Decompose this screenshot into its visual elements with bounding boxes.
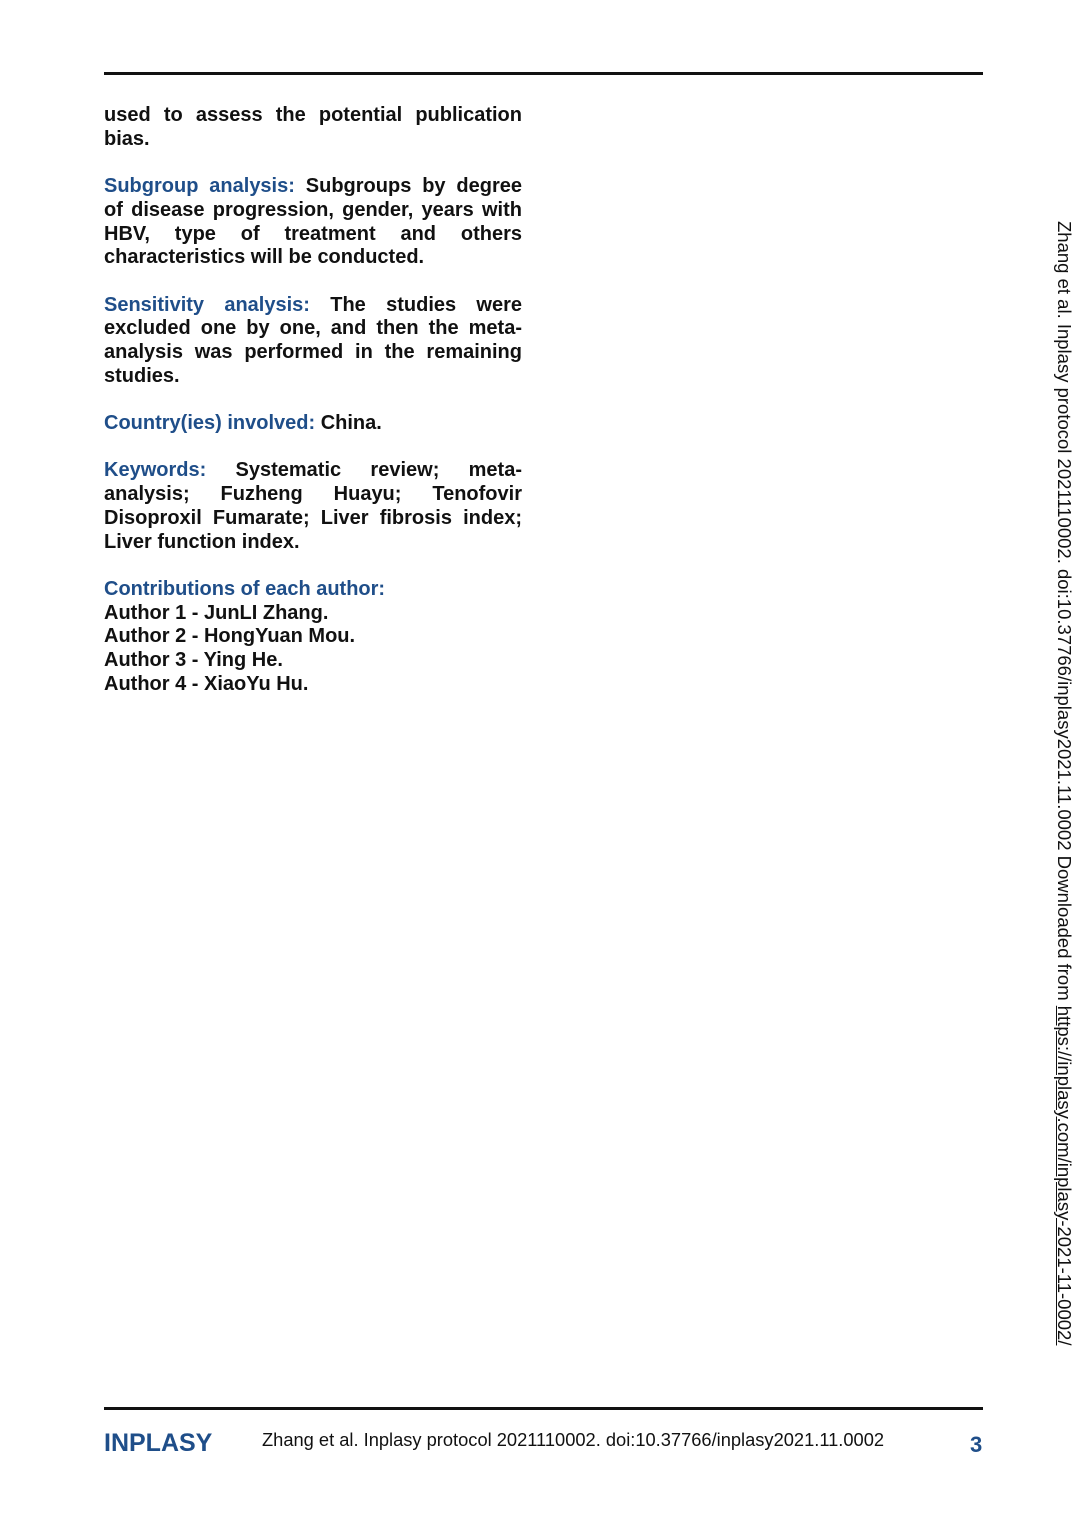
contributions-section xyxy=(104,578,522,697)
continuation-paragraph: used to assess the potential publication bias. xyxy=(104,104,522,150)
keywords-label: Keywords: xyxy=(104,459,207,482)
countries-involved-label: Country(ies) involved: xyxy=(104,412,316,435)
author-line: Author 3 - Ying He. xyxy=(104,649,283,672)
side-note-prefix: Zhang et al. Inplasy protocol 2021110002. doi:10.37766/inplasy2021.11.0002 Downloaded from xyxy=(1054,221,1075,1006)
countries-involved-text: China. xyxy=(320,412,382,435)
page-number: 3 xyxy=(970,1432,983,1457)
countries-involved-paragraph xyxy=(104,412,522,436)
side-download-note xyxy=(1053,221,1075,1345)
subgroup-analysis-text: Subgroups by degree of disease progression, gender, years with HBV, type of treatment and others characteristics will be conducted. xyxy=(104,175,522,269)
keywords-text: Systematic review; meta-analysis; Fuzheng Huayu; Tenofovir Disoproxil Fumarate; Liver fibrosis index; Liver function index. xyxy=(104,459,522,553)
sensitivity-analysis-label: Sensitivity analysis: xyxy=(104,293,310,316)
keywords-paragraph xyxy=(104,459,522,554)
header-rule xyxy=(104,72,983,75)
footer-rule xyxy=(104,1407,983,1410)
sensitivity-analysis-paragraph xyxy=(104,294,522,389)
subgroup-analysis-paragraph xyxy=(104,175,522,270)
footer-brand: INPLASY xyxy=(104,1429,213,1457)
main-column xyxy=(104,104,522,697)
sensitivity-analysis-text: The studies were excluded one by one, and then the meta-analysis was performed in the remaining studies. xyxy=(104,293,523,387)
author-line: Author 4 - XiaoYu Hu. xyxy=(104,672,309,695)
author-line: Author 2 - HongYuan Mou. xyxy=(104,625,356,648)
author-line: Author 1 - JunLI Zhang. xyxy=(104,601,329,624)
subgroup-analysis-label: Subgroup analysis: xyxy=(104,175,295,198)
side-note-link[interactable]: https://inplasy.com/inplasy-2021-11-0002/ xyxy=(1054,1005,1075,1346)
contributions-label: Contributions of each author: xyxy=(104,577,386,600)
footer-citation: Zhang et al. Inplasy protocol 2021110002. doi:10.37766/inplasy2021.11.0002 xyxy=(262,1429,885,1450)
